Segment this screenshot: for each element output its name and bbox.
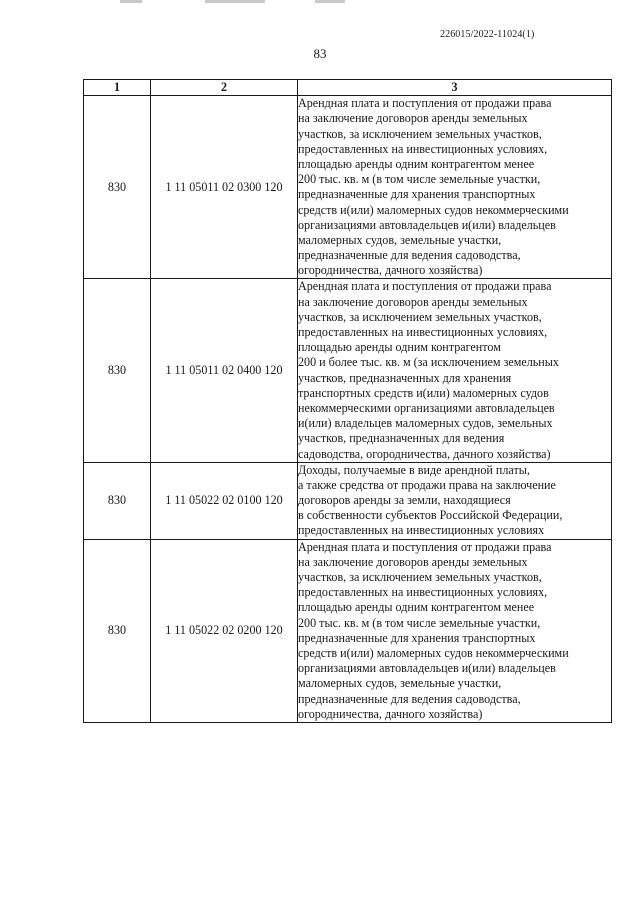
description-line: 200 и более тыс. кв. м (за исключением земельных <box>298 355 559 370</box>
column-header-2: 2 <box>151 80 298 96</box>
budget-code-cell: 1 11 05011 02 0300 120 <box>151 96 298 279</box>
budget-code-cell: 1 11 05022 02 0200 120 <box>151 539 298 722</box>
budget-code-cell: 1 11 05022 02 0100 120 <box>151 462 298 539</box>
description-line: предоставленных на инвестиционных условиях <box>298 523 545 538</box>
description-line: предназначенные для хранения транспортных <box>298 187 536 202</box>
description-line: участков, предназначенных для ведения <box>298 431 505 446</box>
description-line: Арендная плата и поступления от продажи права <box>298 96 552 111</box>
description-line: участков, за исключением земельных участков, <box>298 126 542 141</box>
admin-code-cell: 830 <box>84 279 151 462</box>
table-header-row <box>84 80 612 96</box>
description-line: площадью аренды одним контрагентом менее <box>298 156 535 171</box>
description-cell <box>298 279 612 462</box>
description-line: договоров аренды за земли, находящиеся <box>298 493 511 508</box>
description-cell <box>298 539 612 722</box>
description-line: огородничества, дачного хозяйства) <box>298 706 483 721</box>
table-row <box>84 96 612 279</box>
description-line: предназначенные для ведения садоводства, <box>298 248 521 263</box>
description-line: предназначенные для хранения транспортных <box>298 630 536 645</box>
description-line: участков, за исключением земельных участков, <box>298 309 542 324</box>
description-line: организациями автовладельцев и(или) владельцев <box>298 217 556 232</box>
table-row <box>84 539 612 722</box>
description-line: 200 тыс. кв. м (в том числе земельные участки, <box>298 615 541 630</box>
description-line: Доходы, получаемые в виде арендной платы, <box>298 462 530 477</box>
description-line: маломерных судов, земельные участки, <box>298 676 502 691</box>
description-line: предназначенные для ведения садоводства, <box>298 691 521 706</box>
admin-code-cell: 830 <box>84 462 151 539</box>
table-row <box>84 279 612 462</box>
description-line: и(или) владельцев маломерных судов, земельных <box>298 416 553 431</box>
description-line: на заключение договоров аренды земельных <box>298 554 528 569</box>
column-header-3: 3 <box>298 80 612 96</box>
description-line: на заключение договоров аренды земельных <box>298 294 528 309</box>
description-line: предоставленных на инвестиционных условиях, <box>298 585 548 600</box>
description-line: средств и(или) маломерных судов некоммерческими <box>298 645 569 660</box>
description-line: предоставленных на инвестиционных условиях, <box>298 141 548 156</box>
page-number: 83 <box>313 46 327 61</box>
description-cell <box>298 96 612 279</box>
admin-code-cell: 830 <box>84 96 151 279</box>
description-line: площадью аренды одним контрагентом <box>298 340 501 355</box>
table-row <box>84 462 612 539</box>
description-line: маломерных судов, земельные участки, <box>298 232 502 247</box>
description-line: Арендная плата и поступления от продажи права <box>298 539 552 554</box>
description-line: на заключение договоров аренды земельных <box>298 111 528 126</box>
scan-artifact <box>120 0 350 4</box>
description-line: площадью аренды одним контрагентом менее <box>298 600 535 615</box>
description-line: в собственности субъектов Российской Федерации, <box>298 508 563 523</box>
description-line: предоставленных на инвестиционных условиях, <box>298 325 548 340</box>
revenue-table <box>83 79 612 723</box>
document-id: 226015/2022-11024(1) <box>440 29 535 40</box>
description-line: 200 тыс. кв. м (в том числе земельные участки, <box>298 172 541 187</box>
description-line: садоводства, огородничества, дачного хозяйства) <box>298 446 551 461</box>
description-line: транспортных средств и(или) маломерных судов <box>298 385 549 400</box>
column-header-1: 1 <box>84 80 151 96</box>
description-line: участков, за исключением земельных участков, <box>298 570 542 585</box>
description-cell <box>298 462 612 539</box>
description-line: средств и(или) маломерных судов некоммерческими <box>298 202 569 217</box>
budget-code-cell: 1 11 05011 02 0400 120 <box>151 279 298 462</box>
description-line: Арендная плата и поступления от продажи права <box>298 279 552 294</box>
description-line: огородничества, дачного хозяйства) <box>298 263 483 278</box>
description-line: участков, предназначенных для хранения <box>298 370 512 385</box>
description-line: организациями автовладельцев и(или) владельцев <box>298 661 556 676</box>
admin-code-cell: 830 <box>84 539 151 722</box>
description-line: некоммерческими организациями автовладельцев <box>298 400 555 415</box>
description-line: а также средства от продажи права на заключение <box>298 477 556 492</box>
